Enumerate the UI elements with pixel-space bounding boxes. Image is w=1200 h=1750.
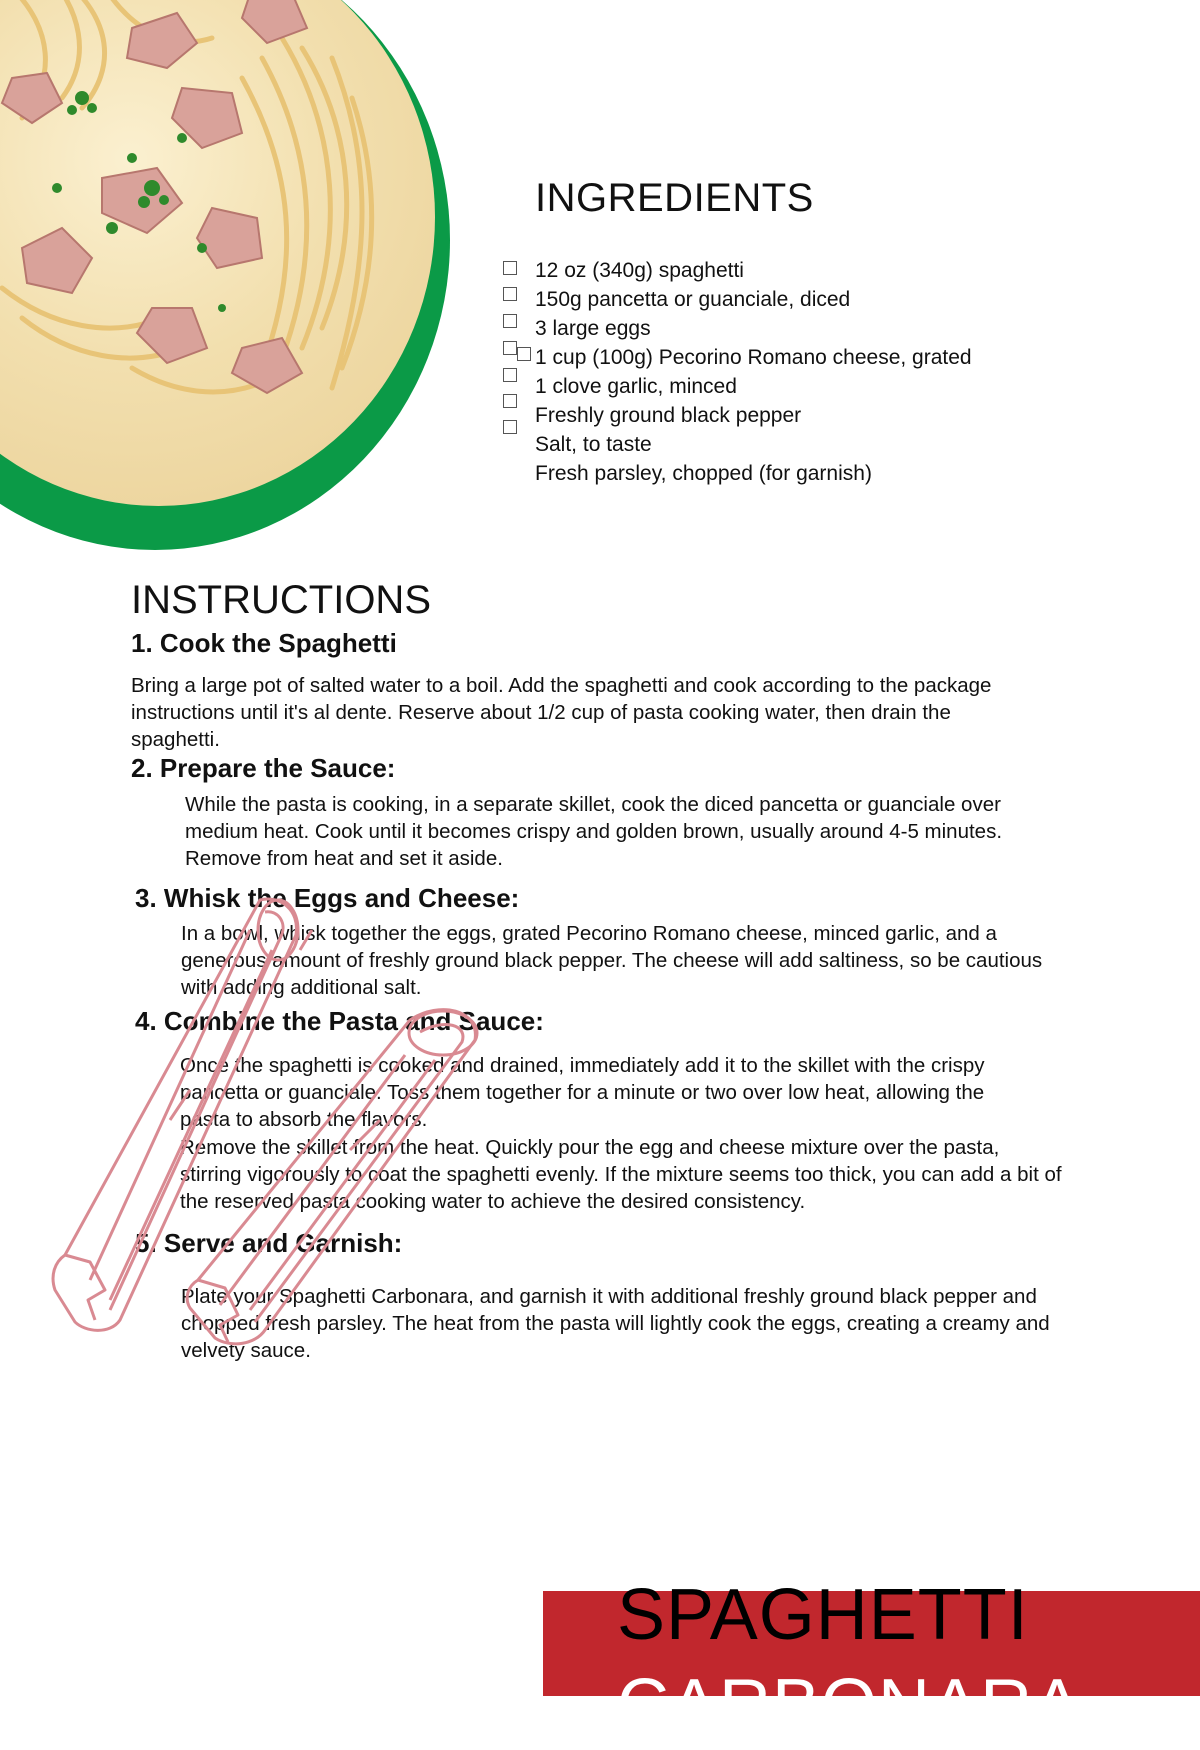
step-title: 5. Serve and Garnish: [135, 1228, 403, 1258]
ingredient-item: 1 cup (100g) Pecorino Romano cheese, grated [535, 346, 972, 369]
step-text: Once the spaghetti is cooked and drained, immediately add it to the skillet with the crispy pancetta or guanciale. Toss them together for a minute or two over low heat, allowing the pasta to absorb the flavors. [180, 1054, 985, 1131]
step-title: 4. Combine the Pasta and Sauce: [135, 1006, 544, 1036]
ingredient-checkbox[interactable] [503, 368, 517, 382]
ingredient-item: Salt, to taste [535, 433, 652, 456]
ingredient-item: 150g pancetta or guanciale, diced [535, 288, 851, 311]
step-text: In a bowl, whisk together the eggs, grated Pecorino Romano cheese, minced garlic, and a generous amount of freshly ground black pepper. The cheese will add saltiness, so be cautious with adding additional salt. [181, 922, 1043, 999]
title-line-1: SPAGHETTI [617, 1575, 1029, 1655]
carbonara-photo [0, 0, 435, 506]
ingredient-checkbox[interactable] [503, 341, 517, 355]
ingredient-checkbox[interactable] [503, 287, 517, 301]
ingredients-heading: INGREDIENTS [535, 176, 814, 220]
title-line-2: CARBONARA [617, 1665, 1083, 1745]
ingredients-list [535, 256, 972, 488]
pasta-illustration [0, 0, 435, 506]
recipe-title [617, 1570, 1082, 1750]
step-title: 3. Whisk the Eggs and Cheese: [135, 883, 520, 913]
pasta-outline-decoration [50, 890, 490, 1360]
ingredient-item: 1 clove garlic, minced [535, 375, 737, 398]
ingredient-item: 12 oz (340g) spaghetti [535, 259, 744, 282]
ingredient-item: Freshly ground black pepper [535, 404, 802, 427]
ingredient-checkbox[interactable] [517, 347, 531, 361]
step-text: Bring a large pot of salted water to a boil. Add the spaghetti and cook according to the package instructions until it's al dente. Reserve about 1/2 cup of pasta cooking water, then drain the spaghetti. [131, 674, 992, 751]
step-text: Plate your Spaghetti Carbonara, and garnish it with additional freshly ground black pepper and chopped fresh parsley. The heat from the pasta will lightly cook the eggs, creating a creamy and velvety sauce. [181, 1285, 1050, 1362]
step-title: 2. Prepare the Sauce: [131, 753, 396, 783]
ingredient-item: Fresh parsley, chopped (for garnish) [535, 462, 872, 485]
ingredient-checkbox[interactable] [503, 394, 517, 408]
step-title: 1. Cook the Spaghetti [131, 628, 397, 658]
step-text: While the pasta is cooking, in a separate skillet, cook the diced pancetta or guanciale over medium heat. Cook until it becomes crispy and golden brown, usually around 4-5 minutes. Remove from heat and set it aside. [185, 793, 1003, 870]
ingredient-checkbox[interactable] [503, 314, 517, 328]
instructions-heading: INSTRUCTIONS [131, 578, 431, 622]
ingredient-checkbox[interactable] [503, 261, 517, 275]
step-text: Remove the skillet from the heat. Quickly pour the egg and cheese mixture over the pasta, stirring vigorously to coat the spaghetti evenly. If the mixture seems too thick, you can add a bit of the reserved pasta cooking water to achieve the desired consistency. [180, 1136, 1062, 1213]
ingredient-checkbox[interactable] [503, 420, 517, 434]
ingredient-item: 3 large eggs [535, 317, 651, 340]
